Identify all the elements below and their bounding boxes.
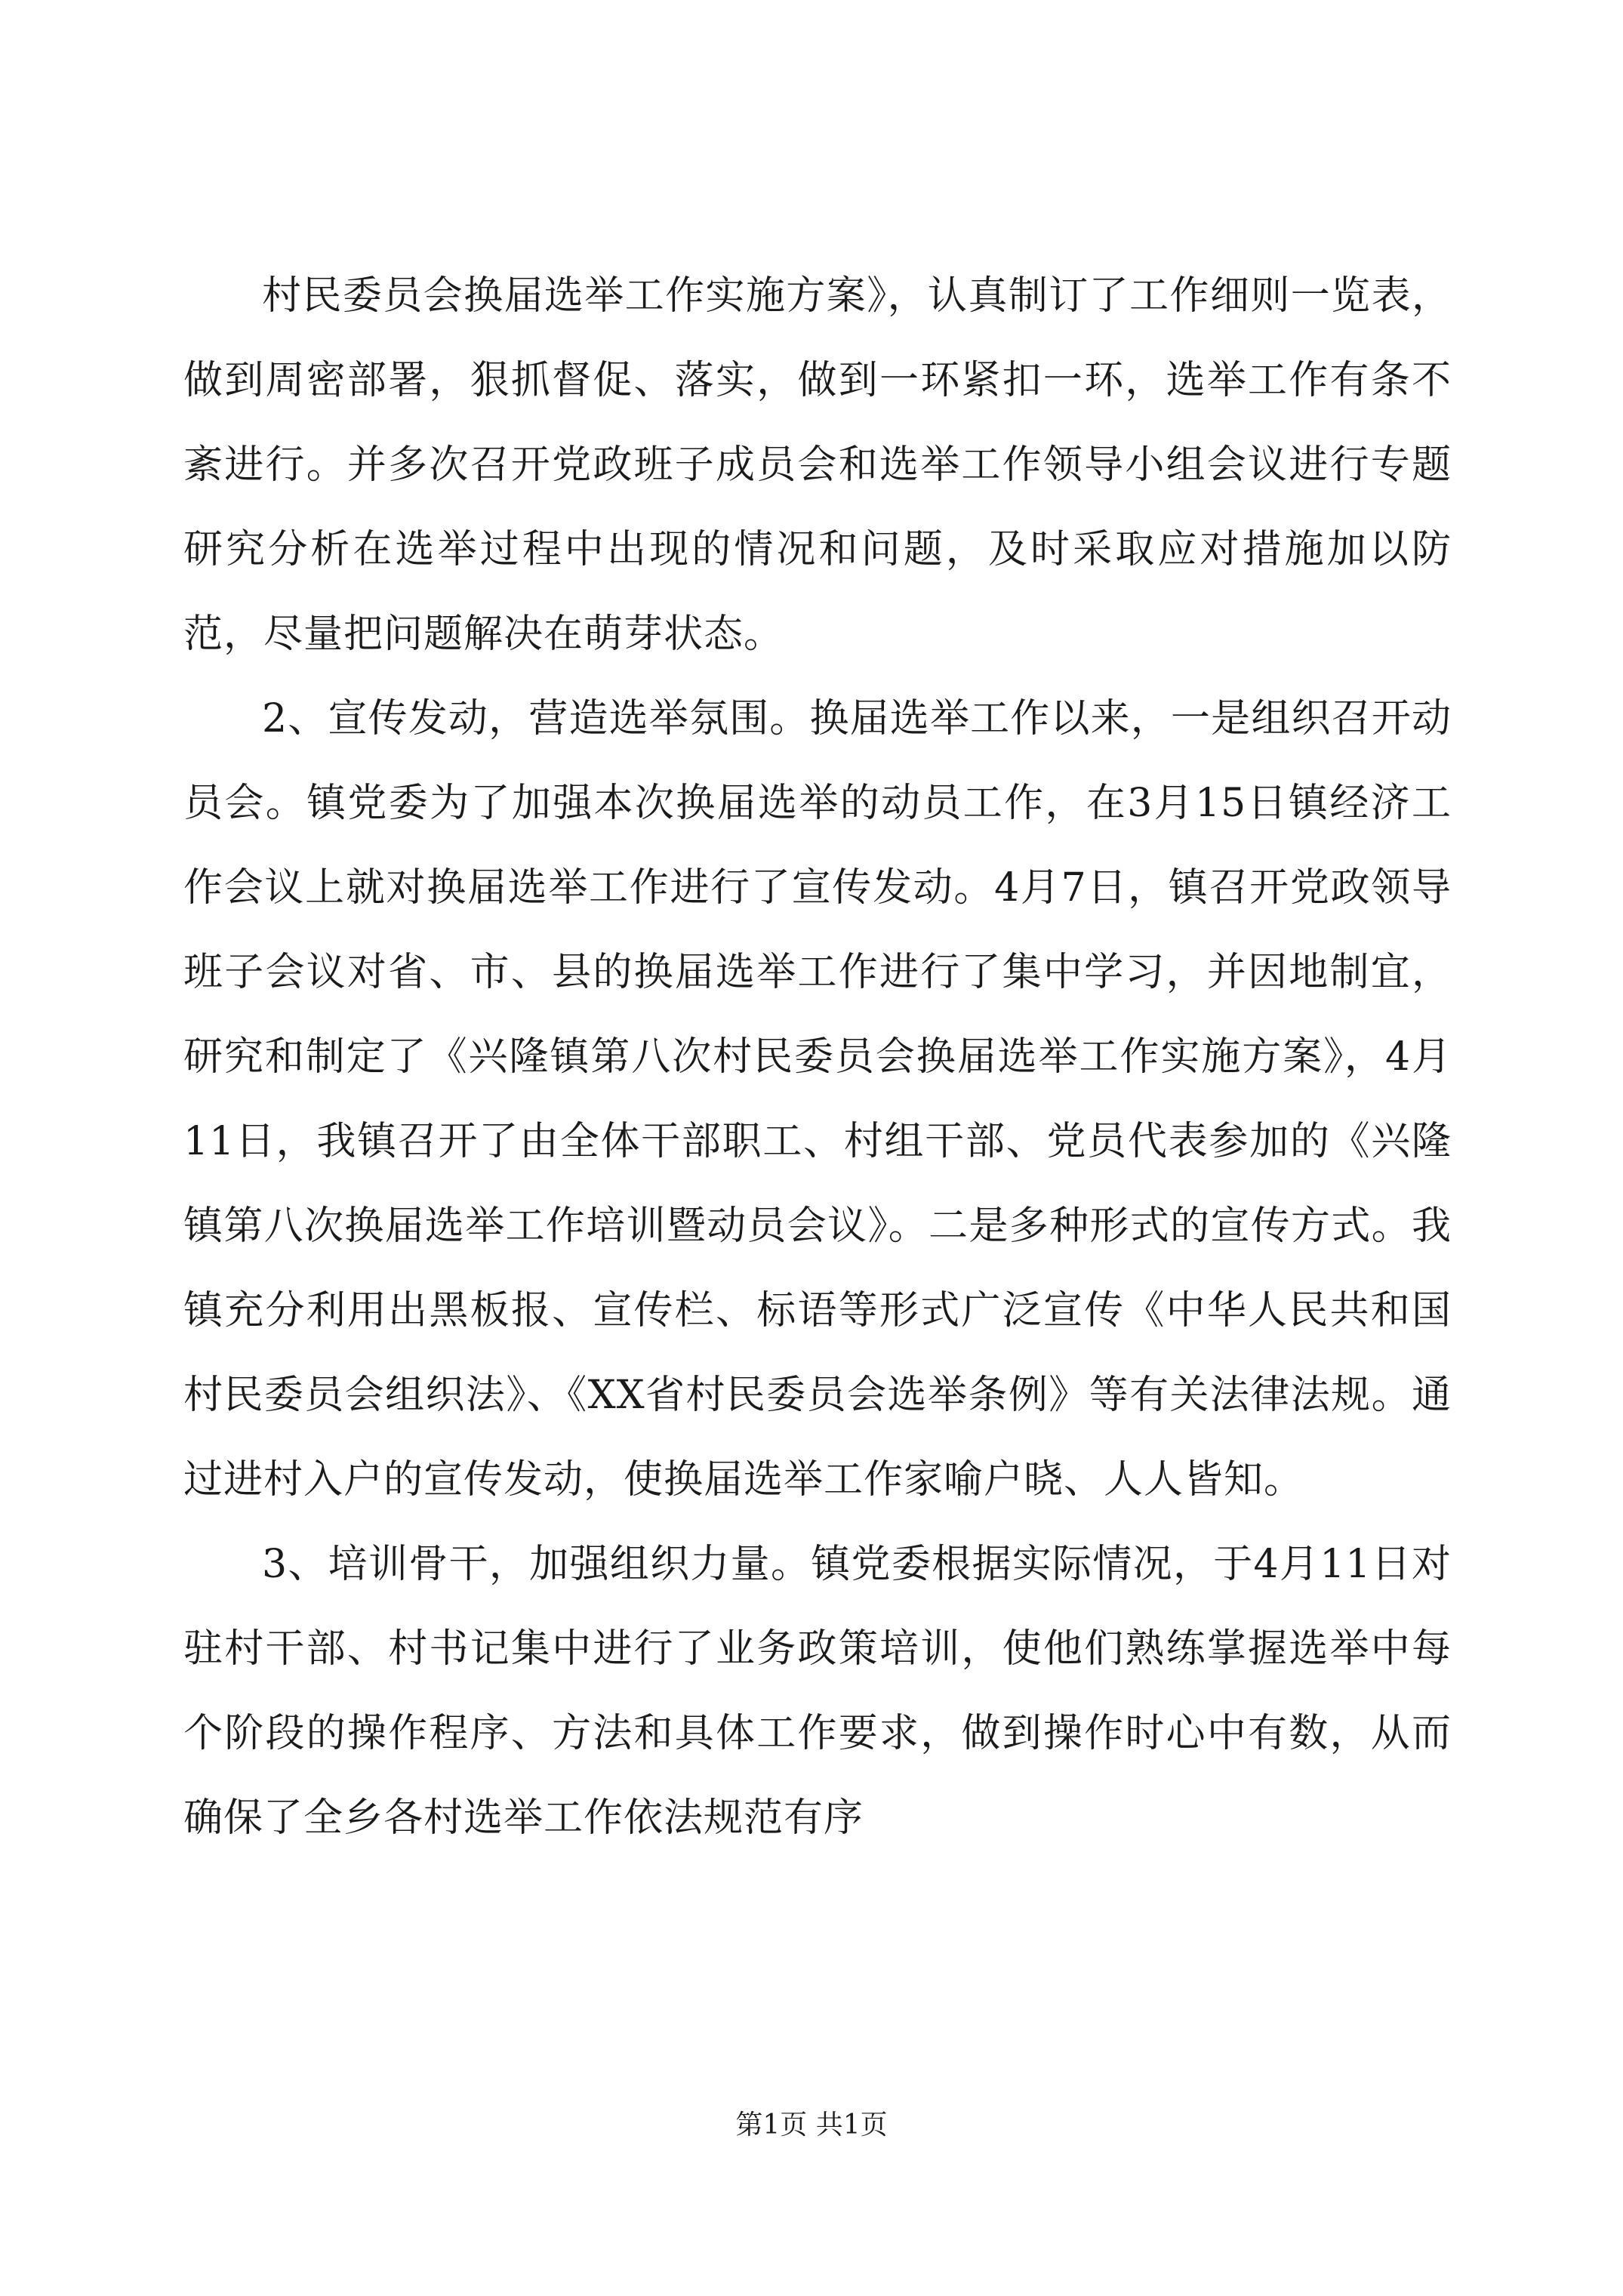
paragraph-3: 3、培训骨干，加强组织力量。镇党委根据实际情况，于4月11日对驻村干部、村书记集中进行了业务政策培训，使他们熟练掌握选举中每个阶段的操作程序、方法和具体工作要求，做到操作时心中有数，从而确保了全乡各村选举工作依法规范有序 [183,1542,1452,1841]
paragraph-1: 村民委员会换届选举工作实施方案》，认真制订了工作细则一览表，做到周密部署，狠抓督促、落实，做到一环紧扣一环，选举工作有条不紊进行。并多次召开党政班子成员会和选举工作领导小组会议进行专题研究分析在选举过程中出现的情况和问题，及时采取应对措施加以防范，尽量把问题解决在萌芽状态。 [183,273,1452,657]
paragraph-2: 2、宣传发动，营造选举氛围。换届选举工作以来，一是组织召开动员会。镇党委为了加强本次换届选举的动员工作，在3月15日镇经济工作会议上就对换届选举工作进行了宣传发动。4月7日，镇召开党政领导班子会议对省、市、县的换届选举工作进行了集中学习，并因地制宜，研究和制定了《兴隆镇第八次村民委员会换届选举工作实施方案》，4月11日，我镇召开了由全体干部职工、村组干部、党员代表参加的《兴隆镇第八次换届选举工作培训暨动员会议》。二是多种形式的宣传方式。我镇充分利用出黑板报、宣传栏、标语等形式广泛宣传《中华人民共和国村民委员会组织法》、《XX省村民委员会选举条例》等有关法律法规。通过进村入户的宣传发动，使换届选举工作家喻户晓、人人皆知。 [183,696,1452,1502]
document-body [183,254,1452,1860]
page-footer: 第1页 共1页 [735,2110,888,2140]
